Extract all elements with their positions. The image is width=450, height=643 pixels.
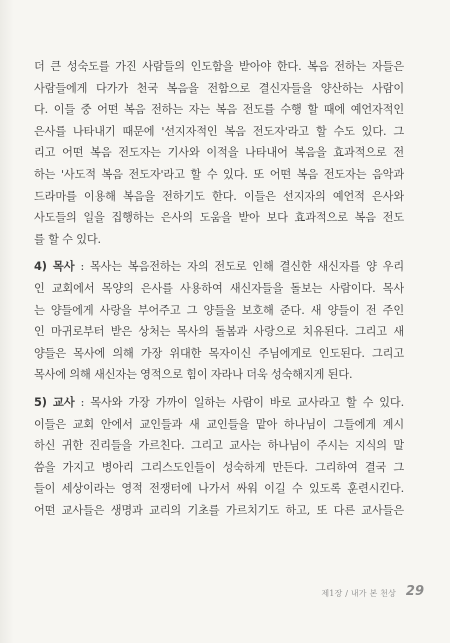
text-line: 씀을 가지고 병아리 그리스도인들이 성숙하게 만든다. 그리하여 결국 그 bbox=[34, 460, 404, 474]
text-line: 목사에 의해 새신자는 영적으로 힘이 자라나 더욱 성숙해지게 된다. bbox=[34, 368, 353, 382]
text-line: 이들은 교회 안에서 교인들과 새 교인들을 맡아 하나님이 그들에게 계시 bbox=[34, 417, 404, 431]
section-number: 4) bbox=[34, 259, 47, 274]
section-term-pastor: 목사 bbox=[52, 259, 75, 274]
paragraph-evangelist-continued bbox=[34, 56, 404, 250]
text-line-first bbox=[34, 392, 404, 414]
section-number: 5) bbox=[34, 394, 47, 409]
running-head: 제1장 / 내가 본 천상 bbox=[321, 589, 396, 598]
page-footer bbox=[0, 585, 450, 605]
section-term-teacher: 교사 bbox=[52, 394, 75, 409]
text-line: 다. 이들 중 어떤 복음 전하는 자는 복음 전도를 수행 할 때에 예언자적인 bbox=[34, 103, 404, 117]
text-line: 인 마귀로부터 받은 상처는 목사의 돌봄과 사랑으로 치유된다. 그리고 새 bbox=[34, 325, 404, 339]
text-line: 하는 '사도적 복음 전도자'라고 할 수 있다. 또 어떤 복음 전도자는 음악과 bbox=[34, 167, 404, 181]
page-number: 29 bbox=[405, 584, 424, 599]
body-text bbox=[34, 56, 404, 521]
paragraph-pastor bbox=[34, 256, 404, 386]
text-line: 어떤 교사들은 생명과 교리의 기초를 가르치기도 하고, 또 다른 교사들은 bbox=[34, 503, 404, 517]
paragraph-teacher bbox=[34, 392, 404, 522]
text-line: 리고 어떤 복음 전도자는 기사와 이적을 나타내어 복음을 효과적으로 전 bbox=[34, 146, 404, 160]
text-line: : 목사와 가장 가까이 일하는 사람이 바로 교사라고 할 수 있다. bbox=[74, 395, 404, 409]
text-line: 양들은 목사에 의해 가장 위대한 목자이신 주님에게로 인도된다. 그리고 bbox=[34, 346, 404, 360]
text-line: 인 교회에서 목양의 은사를 사용하여 새신자들을 돌보는 사람이다. 목사 bbox=[34, 281, 404, 295]
text-line: : 목사는 복음전하는 자의 전도로 인해 결신한 새신자를 양 우리 bbox=[74, 260, 404, 274]
text-line: 더 큰 성숙도를 가진 사람들의 인도함을 받아야 한다. 복음 전하는 자들은 bbox=[34, 60, 404, 73]
text-line: 들이 세상이라는 영적 전쟁터에 나가서 싸워 이길 수 있도록 훈련시킨다. bbox=[34, 482, 404, 496]
text-line: 를 할 수 있다. bbox=[34, 232, 101, 246]
text-line: 사람들에게 다가가 천국 복음을 전함으로 결신자들을 양산하는 사람이 bbox=[34, 81, 404, 95]
text-line-first bbox=[34, 256, 404, 278]
text-line: 는 양들에게 사랑을 부어주고 그 양들을 보호해 준다. 새 양들이 전 주인 bbox=[34, 303, 404, 317]
text-line: 은사를 나타내기 때문에 '선지자적인 복음 전도자'라고 할 수도 있다. 그 bbox=[34, 124, 404, 138]
text-line: 드라마를 이용해 복음을 전하기도 한다. 이들은 선지자의 예언적 은사와 bbox=[34, 189, 404, 203]
text-line: 하신 귀한 진리들을 가르친다. 그리고 교사는 하나님이 주시는 지식의 말 bbox=[34, 439, 404, 453]
text-line: 사도들의 일을 집행하는 은사의 도움을 받아 보다 효과적으로 복음 전도 bbox=[34, 211, 404, 225]
